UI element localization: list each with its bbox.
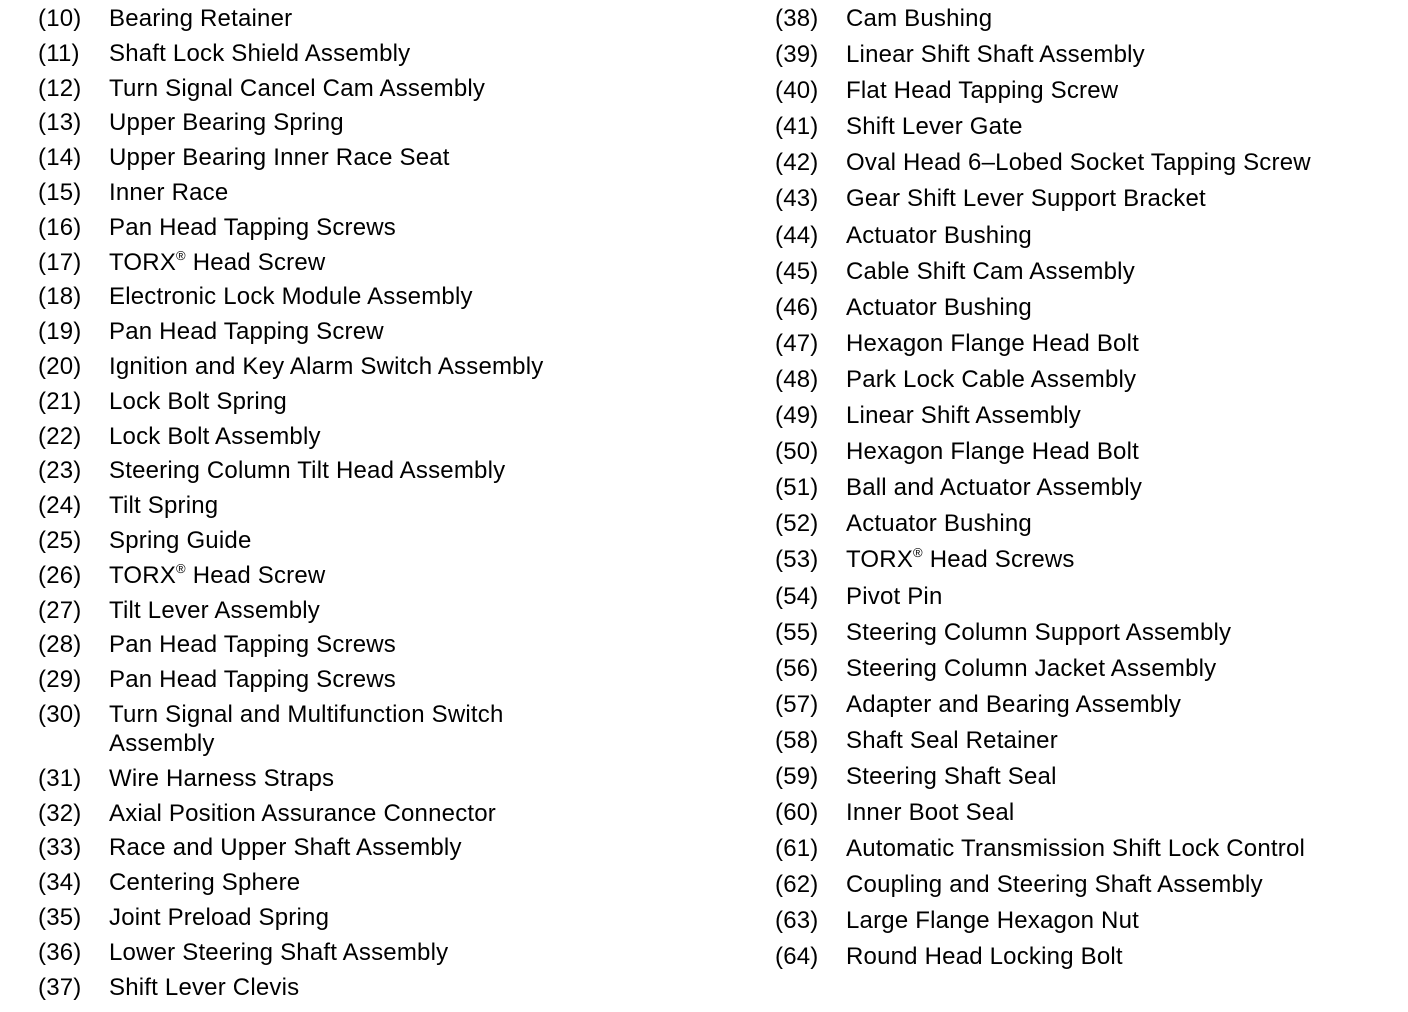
item-label <box>846 401 1081 430</box>
item-label-text: Adapter and Bearing Assembly <box>846 690 1182 718</box>
item-label-text: Ball and Actuator Assembly <box>846 474 1143 502</box>
item-number: (64) <box>775 943 819 971</box>
item-label-text: Steering Column Support Assembly <box>846 618 1232 646</box>
item-label-text: TORX <box>109 248 177 276</box>
parts-list-item <box>38 973 738 1002</box>
item-label <box>846 329 1139 358</box>
item-label <box>109 456 505 485</box>
parts-list-item <box>38 561 738 590</box>
item-number: (50) <box>775 438 819 466</box>
item-label-text: Cable Shift Cam Assembly <box>846 257 1135 285</box>
registered-trademark-mark: ® <box>176 560 186 576</box>
item-label <box>109 491 218 520</box>
item-label-text: Race and Upper Shaft Assembly <box>109 834 462 862</box>
parts-list-item <box>38 317 738 346</box>
item-number: (24) <box>38 492 82 520</box>
item-number: (39) <box>775 41 819 69</box>
parts-list-item <box>775 942 1405 971</box>
item-number: (59) <box>775 762 819 790</box>
item-number: (23) <box>38 457 82 485</box>
parts-list-item <box>38 213 738 242</box>
item-label-text: Bearing Retainer <box>109 5 293 32</box>
item-number: (29) <box>38 666 82 694</box>
parts-list-item <box>775 329 1405 358</box>
item-number: (55) <box>775 618 819 646</box>
item-label-text: Actuator Bushing <box>846 510 1032 538</box>
item-label <box>846 76 1118 105</box>
item-label <box>109 317 384 346</box>
item-number: (21) <box>38 387 82 415</box>
item-label <box>846 509 1032 538</box>
item-label-text: Spring Guide <box>109 526 252 554</box>
parts-list-item <box>775 618 1405 647</box>
item-label <box>846 365 1136 394</box>
parts-list-item <box>38 833 738 862</box>
item-number: (57) <box>775 690 819 718</box>
parts-list-item <box>38 938 738 967</box>
item-label <box>109 213 396 242</box>
item-label <box>109 938 448 967</box>
item-number: (16) <box>38 213 82 241</box>
parts-list-item <box>38 178 738 207</box>
item-label <box>846 582 943 611</box>
item-label <box>846 112 1023 141</box>
item-number: (42) <box>775 149 819 177</box>
parts-list-item <box>775 798 1405 827</box>
item-label-text: Large Flange Hexagon Nut <box>846 907 1139 935</box>
item-label-suffix: Head Screw <box>185 561 326 589</box>
item-number: (62) <box>775 871 819 899</box>
item-label-text: Pan Head Tapping Screws <box>109 213 396 241</box>
item-number: (28) <box>38 631 82 659</box>
item-label <box>109 973 299 1002</box>
parts-list-item <box>38 630 738 659</box>
item-number: (54) <box>775 582 819 610</box>
item-label <box>109 630 396 659</box>
item-number: (19) <box>38 318 82 346</box>
item-number: (63) <box>775 907 819 935</box>
parts-list-item <box>38 39 738 68</box>
parts-list-item <box>38 387 738 416</box>
parts-list-item <box>38 700 738 758</box>
parts-list-right-column <box>775 4 1405 979</box>
item-label <box>846 834 1305 863</box>
parts-list-item <box>775 112 1405 141</box>
parts-list-item <box>775 654 1405 683</box>
item-label <box>846 293 1032 322</box>
parts-list-item <box>775 401 1405 430</box>
parts-list-item <box>775 4 1405 33</box>
item-label-text: Oval Head 6–Lobed Socket Tapping Screw <box>846 149 1311 177</box>
item-number: (43) <box>775 185 819 213</box>
parts-list-item <box>38 422 738 451</box>
item-number: (26) <box>38 561 82 589</box>
item-number: (61) <box>775 835 819 863</box>
item-label-text: Linear Shift Shaft Assembly <box>846 41 1145 69</box>
item-number: (13) <box>38 109 82 137</box>
item-number: (58) <box>775 726 819 754</box>
parts-list-left-column <box>38 4 738 1007</box>
item-label-text: Turn Signal and Multifunction Switch Assembly <box>109 700 504 757</box>
parts-list-item <box>38 526 738 555</box>
item-number: (17) <box>38 248 82 276</box>
parts-list-item <box>775 221 1405 250</box>
item-label <box>109 4 292 33</box>
item-label <box>846 798 1014 827</box>
item-label <box>846 257 1135 286</box>
item-number: (48) <box>775 365 819 393</box>
item-label <box>109 526 252 555</box>
parts-list-item <box>775 690 1405 719</box>
item-label-text: Actuator Bushing <box>846 221 1032 249</box>
item-number: (47) <box>775 329 819 357</box>
parts-list-item <box>775 257 1405 286</box>
item-number: (36) <box>38 938 82 966</box>
item-label <box>109 596 320 625</box>
parts-list-item <box>775 545 1405 574</box>
item-label <box>846 184 1206 213</box>
item-label <box>846 726 1058 755</box>
item-number: (10) <box>38 5 82 32</box>
item-label-text: Lock Bolt Spring <box>109 387 287 415</box>
item-label-text: Steering Shaft Seal <box>846 762 1057 790</box>
item-label-text: Electronic Lock Module Assembly <box>109 283 473 311</box>
registered-trademark-mark: ® <box>176 247 186 263</box>
parts-list-item <box>775 726 1405 755</box>
item-number: (30) <box>38 700 82 728</box>
parts-list-item <box>775 509 1405 538</box>
item-label-text: Automatic Transmission Shift Lock Control <box>846 835 1306 863</box>
item-label-text: Ignition and Key Alarm Switch Assembly <box>109 352 544 380</box>
item-number: (40) <box>775 77 819 105</box>
item-number: (27) <box>38 596 82 624</box>
item-label <box>109 665 396 694</box>
item-label <box>846 545 1075 574</box>
item-label <box>846 473 1142 502</box>
item-label-text: Tilt Spring <box>109 492 219 520</box>
item-number: (41) <box>775 113 819 141</box>
parts-list-item <box>38 903 738 932</box>
item-label-text: Flat Head Tapping Screw <box>846 77 1119 105</box>
parts-list-item <box>38 799 738 828</box>
parts-list-item <box>38 282 738 311</box>
item-label-text: Shift Lever Clevis <box>109 973 300 1001</box>
item-number: (35) <box>38 903 82 931</box>
item-label-text: Steering Column Jacket Assembly <box>846 654 1217 682</box>
parts-list-item <box>38 456 738 485</box>
parts-list-item <box>38 74 738 103</box>
item-label-text: Pivot Pin <box>846 582 943 610</box>
item-label <box>109 764 334 793</box>
item-label <box>846 4 992 33</box>
item-label-text: Shaft Lock Shield Assembly <box>109 39 411 67</box>
item-label <box>109 700 579 758</box>
item-label <box>846 762 1057 791</box>
item-label <box>846 437 1139 466</box>
item-label <box>846 906 1139 935</box>
parts-list-item <box>775 76 1405 105</box>
item-label-text: Inner Race <box>109 178 229 206</box>
item-label-text: Wire Harness Straps <box>109 764 335 792</box>
item-number: (53) <box>775 546 819 574</box>
item-label-text: Lock Bolt Assembly <box>109 422 321 450</box>
parts-list-item <box>38 352 738 381</box>
item-label-text: Steering Column Tilt Head Assembly <box>109 457 506 485</box>
item-number: (34) <box>38 869 82 897</box>
item-label <box>846 690 1181 719</box>
item-label-text: Turn Signal Cancel Cam Assembly <box>109 74 486 102</box>
item-number: (15) <box>38 178 82 206</box>
item-number: (52) <box>775 510 819 538</box>
item-label-text: Shift Lever Gate <box>846 113 1023 141</box>
item-label <box>109 248 325 277</box>
item-label-text: Pan Head Tapping Screws <box>109 666 396 694</box>
item-label-suffix: Head Screw <box>185 248 326 276</box>
item-label-text: Shaft Seal Retainer <box>846 726 1058 754</box>
item-label <box>109 352 543 381</box>
parts-list-item <box>775 293 1405 322</box>
item-number: (45) <box>775 257 819 285</box>
item-label-text: Hexagon Flange Head Bolt <box>846 329 1139 357</box>
parts-list-item <box>775 40 1405 69</box>
item-number: (38) <box>775 5 819 32</box>
item-label-text: Hexagon Flange Head Bolt <box>846 438 1139 466</box>
item-label <box>109 868 300 897</box>
parts-list-item <box>38 4 738 33</box>
item-number: (49) <box>775 402 819 430</box>
item-label-text: Actuator Bushing <box>846 293 1032 321</box>
parts-list-item <box>775 148 1405 177</box>
item-number: (25) <box>38 526 82 554</box>
item-label-text: Pan Head Tapping Screws <box>109 631 396 659</box>
item-label <box>109 108 344 137</box>
item-label-text: TORX <box>846 546 914 574</box>
item-label-text: Inner Boot Seal <box>846 799 1015 827</box>
item-number: (33) <box>38 834 82 862</box>
item-label-text: Upper Bearing Spring <box>109 109 344 137</box>
item-number: (12) <box>38 74 82 102</box>
item-number: (60) <box>775 799 819 827</box>
parts-list-item <box>775 870 1405 899</box>
item-label <box>109 143 450 172</box>
item-label <box>109 799 496 828</box>
item-label <box>846 40 1145 69</box>
item-label <box>846 221 1032 250</box>
item-number: (11) <box>38 39 80 67</box>
item-label <box>109 282 473 311</box>
item-label <box>109 833 462 862</box>
item-label <box>109 903 329 932</box>
item-label-text: Tilt Lever Assembly <box>109 596 320 624</box>
item-number: (22) <box>38 422 82 450</box>
item-number: (56) <box>775 654 819 682</box>
parts-list-item <box>775 582 1405 611</box>
parts-list-item <box>775 184 1405 213</box>
item-number: (37) <box>38 973 82 1001</box>
item-label-text: Linear Shift Assembly <box>846 402 1081 430</box>
item-label <box>109 387 287 416</box>
parts-list-item <box>775 365 1405 394</box>
item-number: (18) <box>38 283 82 311</box>
item-label <box>846 148 1311 177</box>
item-number: (20) <box>38 352 82 380</box>
item-label-text: Coupling and Steering Shaft Assembly <box>846 871 1263 899</box>
parts-list-item <box>775 906 1405 935</box>
parts-list-item <box>38 108 738 137</box>
item-label <box>109 39 410 68</box>
item-label <box>109 561 325 590</box>
item-number: (31) <box>38 764 82 792</box>
item-label-text: Centering Sphere <box>109 869 301 897</box>
item-label <box>846 870 1263 899</box>
parts-list-item <box>38 596 738 625</box>
item-label-text: Upper Bearing Inner Race Seat <box>109 144 450 172</box>
item-number: (46) <box>775 293 819 321</box>
parts-list-item <box>775 473 1405 502</box>
item-label-text: Cam Bushing <box>846 5 993 32</box>
item-label-text: Lower Steering Shaft Assembly <box>109 938 449 966</box>
item-number: (51) <box>775 474 819 502</box>
parts-list-item <box>775 437 1405 466</box>
item-label-text: Round Head Locking Bolt <box>846 943 1123 971</box>
item-number: (14) <box>38 144 82 172</box>
item-number: (44) <box>775 221 819 249</box>
item-label <box>109 74 485 103</box>
parts-list-item <box>38 764 738 793</box>
parts-list-item <box>38 868 738 897</box>
parts-list-item <box>38 143 738 172</box>
item-label-text: Joint Preload Spring <box>109 903 330 931</box>
item-label <box>109 178 228 207</box>
parts-list-item <box>38 491 738 520</box>
item-label-text: Park Lock Cable Assembly <box>846 365 1137 393</box>
item-number: (32) <box>38 799 82 827</box>
item-label-text: Axial Position Assurance Connector <box>109 799 497 827</box>
item-label <box>109 422 321 451</box>
parts-list-item <box>775 834 1405 863</box>
item-label-suffix: Head Screws <box>922 546 1075 574</box>
item-label-text: TORX <box>109 561 177 589</box>
parts-list-item <box>38 665 738 694</box>
parts-list-item <box>38 248 738 277</box>
item-label <box>846 654 1216 683</box>
parts-list-item <box>775 762 1405 791</box>
registered-trademark-mark: ® <box>913 545 923 561</box>
item-label <box>846 942 1123 971</box>
item-label <box>846 618 1231 647</box>
item-label-text: Gear Shift Lever Support Bracket <box>846 185 1206 213</box>
item-label-text: Pan Head Tapping Screw <box>109 318 384 346</box>
